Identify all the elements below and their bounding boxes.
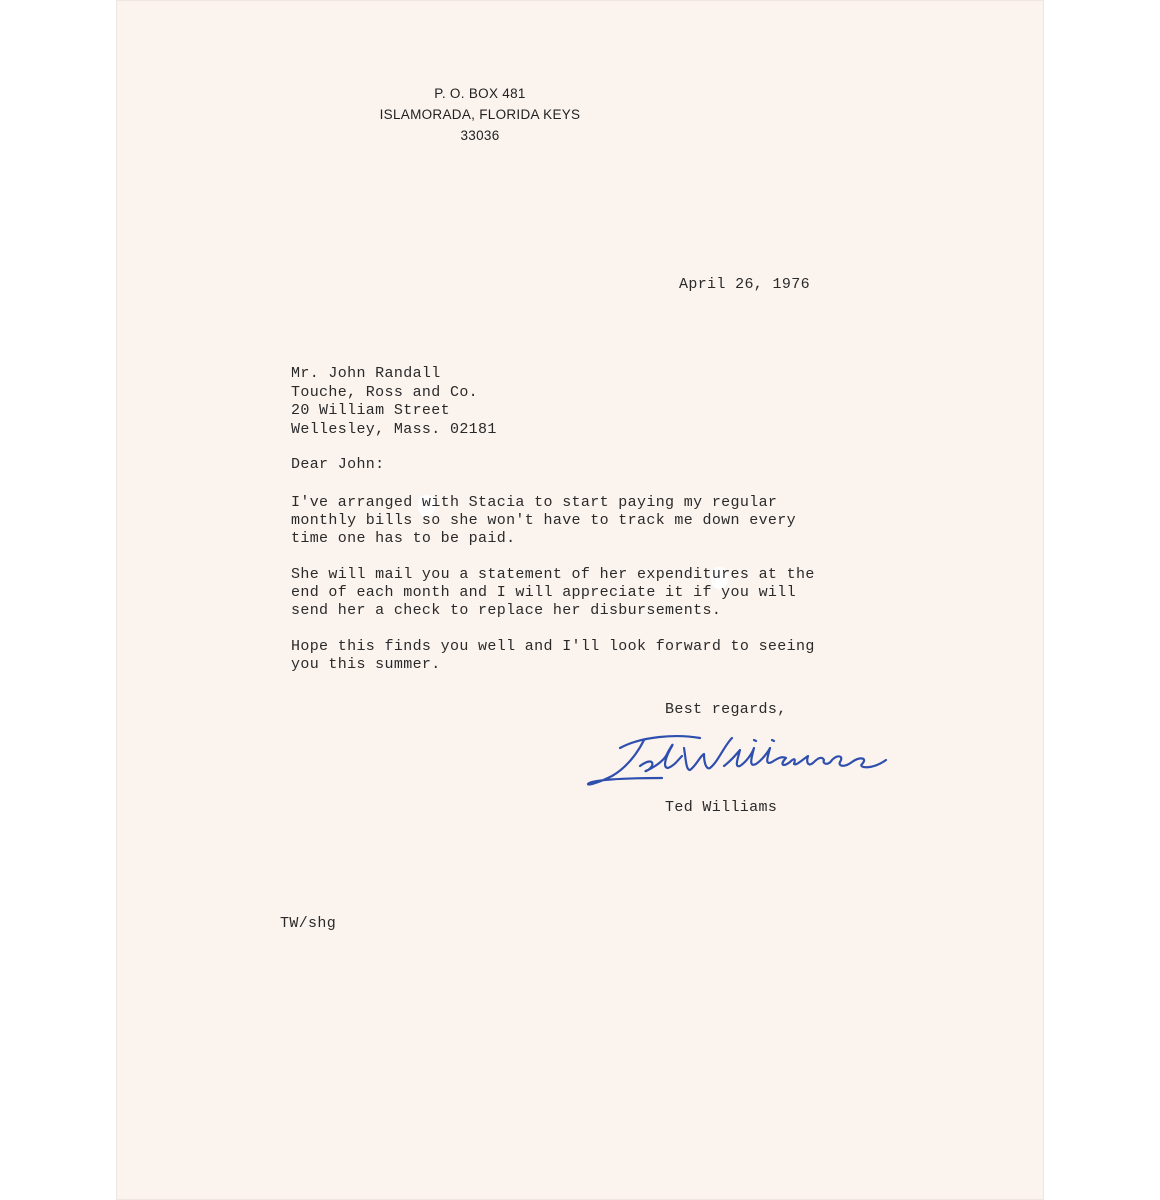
paragraph-line: end of each month and I will appreciate it if you will [291,584,796,601]
signature-stroke [724,748,886,767]
signature-stroke [640,745,682,771]
paragraph-line: I've arranged with Stacia to start paying my regular [291,494,778,511]
letterhead-address [330,83,630,146]
signer-name: Ted Williams [665,799,778,816]
paragraph-line: send her a check to replace her disbursements. [291,602,722,619]
paragraph-line: you this summer. [291,656,441,673]
salutation: Dear John: [291,456,385,473]
paragraph-line: monthly bills so she won't have to track me down every [291,512,796,529]
body-paragraph-2 [291,566,911,620]
recipient-city: Wellesley, Mass. 02181 [291,420,497,438]
recipient-name: Mr. John Randall [291,365,441,382]
reference-initials: TW/shg [280,915,337,932]
recipient-street: 20 William Street [291,402,450,419]
letterhead-zip: 33036 [460,128,500,143]
handwritten-signature [582,726,912,796]
recipient-company: Touche, Ross and Co. [291,383,479,401]
letterhead-city: ISLAMORADA, FLORIDA KEYS [379,107,581,122]
letterhead-po-box: P. O. BOX 481 [434,86,526,101]
paragraph-line: time one has to be paid. [291,530,516,547]
recipient-address [291,365,497,439]
signature-stroke [754,740,774,741]
body-paragraph-1 [291,494,911,548]
letter-date: April 26, 1976 [679,276,810,293]
paragraph-line: She will mail you a statement of her expenditures at the [291,566,815,583]
signature-stroke [620,736,700,748]
body-paragraph-3 [291,638,911,674]
paragraph-line: Hope this finds you well and I'll look forward to seeing [291,638,815,655]
closing: Best regards, [665,701,787,718]
